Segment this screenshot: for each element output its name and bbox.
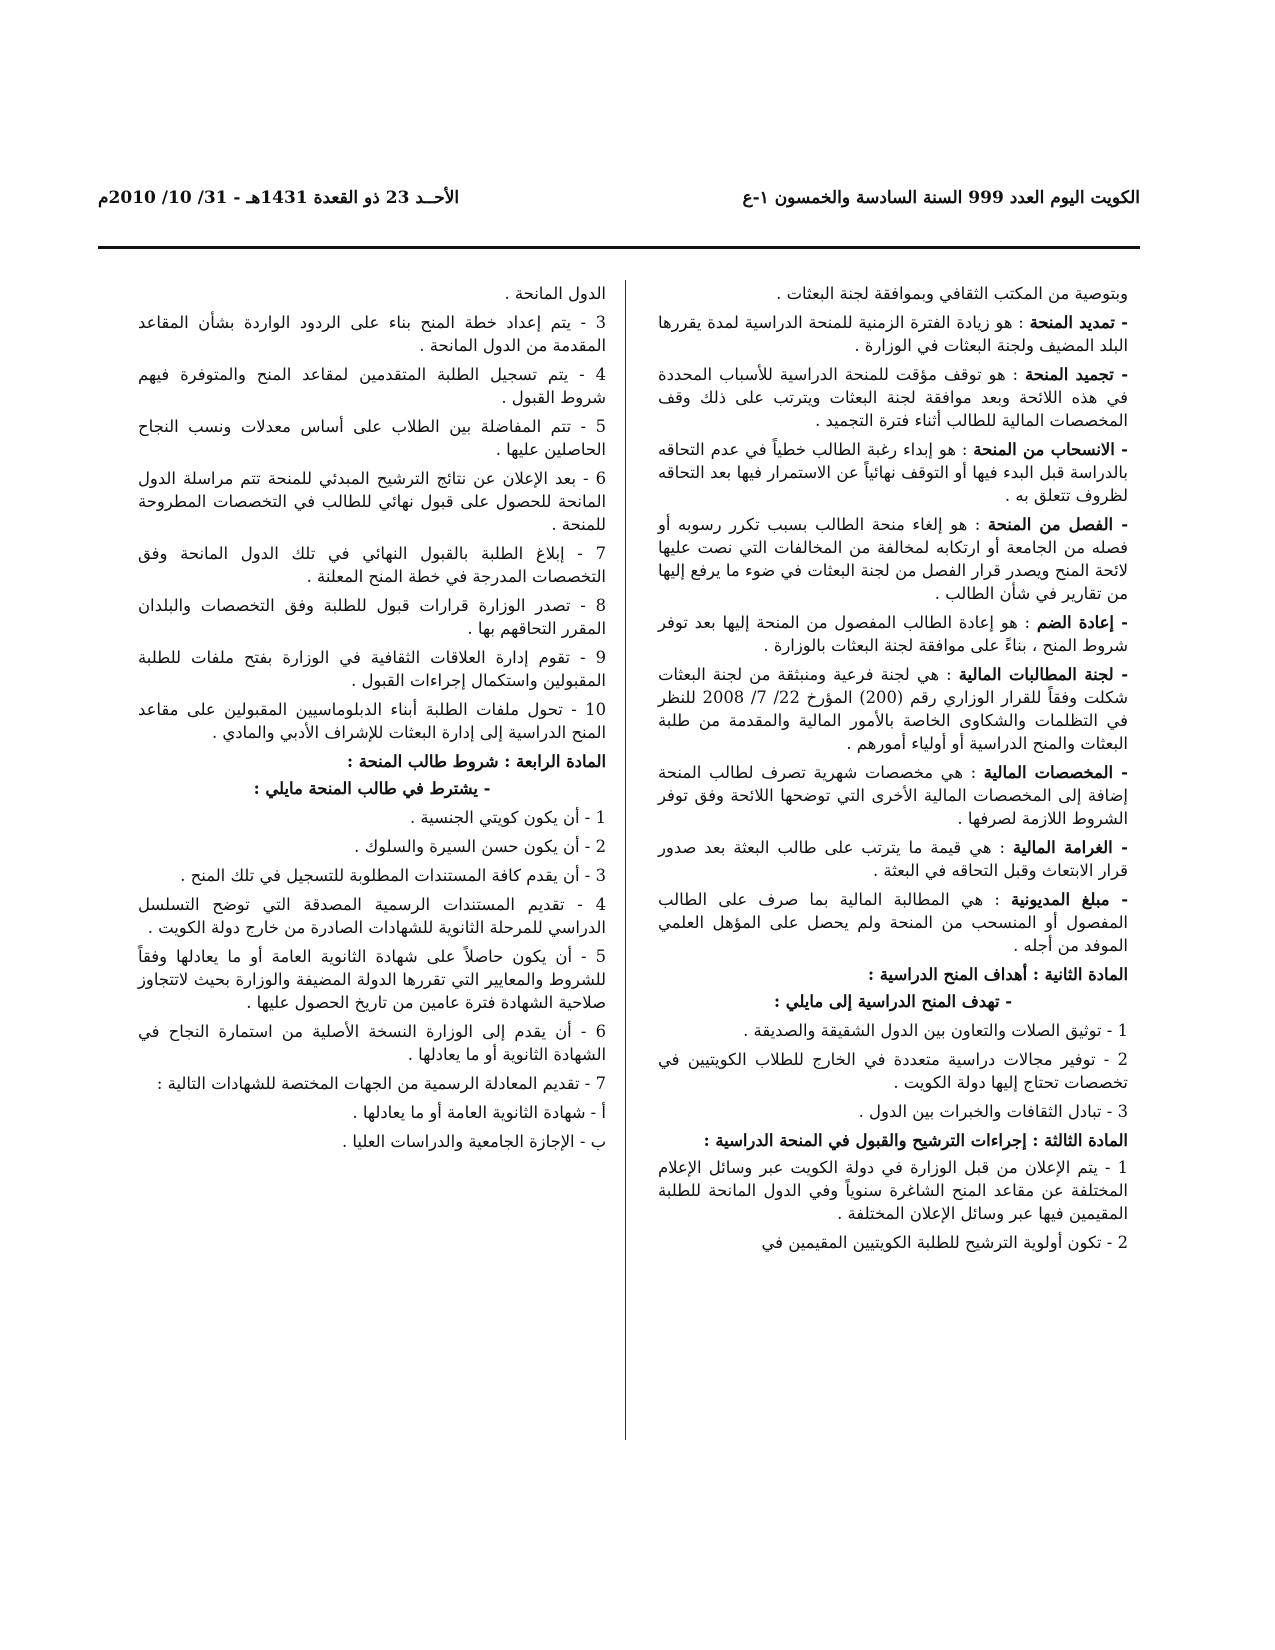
paragraph <box>658 663 1128 755</box>
paragraph-text: 1 - يتم الإعلان من قبل الوزارة في دولة الكويت عبر وسائل الإعلام المختلفة عن مقاعد المنح الشاغرة سنوياً وفي الدول المانحة للطلبة المقيمين فيها عبر وسائل الإعلان المختلفة . <box>658 1158 1128 1223</box>
header-rule <box>98 246 1140 249</box>
term-label: - لجنة المطالبات المالية <box>958 665 1128 684</box>
paragraph-text: : هو إبداء رغبة الطالب خطياً في عدم التحاقه بالدراسة قبل البدء فيها أو التوقف نهائياً عن الاستمرار فيها بعد التحاقه لظروف تتعلق به . <box>658 440 1128 505</box>
paragraph-text: 9 - تقوم إدارة العلاقات الثقافية في الوزارة بفتح ملفات للطلبة المقبولين واستكمال إجراءات القبول . <box>138 648 606 690</box>
paragraph <box>138 282 606 305</box>
paragraph <box>138 835 606 858</box>
paragraph-text: : هي قيمة ما يترتب على طالب البعثة بعد صدور قرار الابتعاث وقبل التحاقه في البعثة . <box>658 838 1128 880</box>
paragraph-text: : هي لجنة فرعية ومنبثقة من لجنة البعثات شكلت وفقاً للقرار الوزاري رقم (200) المؤرخ 22/ 7/ 2008 للنظر في التظلمات والشكاوى الخاصة بالأمور المالية والمقدمة من طلبة البعثات والمنح الدراسية أو أولياء أمورهم . <box>658 665 1129 753</box>
paragraph <box>138 1101 606 1124</box>
paragraph-text: 6 - بعد الإعلان عن نتائج الترشيح المبدئي للمنحة تتم مراسلة الدول المانحة للحصول على قبول نهائي للطالب في التخصصات المطروحة للمنحة . <box>138 469 606 534</box>
paragraph-text: ب - الإجازة الجامعية والدراسات العليا . <box>341 1132 606 1151</box>
paragraph-text: 3 - يتم إعداد خطة المنح بناء على الردود الواردة بشأن المقاعد المقدمة من الدول المانحة . <box>138 313 606 355</box>
paragraph <box>138 594 606 640</box>
paragraph-text: : هي المطالبة المالية بما صرف على الطالب المفصول أو المنسحب من المنحة ولم يحصل على المؤهل العلمي الموفد من أجله . <box>658 890 1128 955</box>
term-label: - الفصل من المنحة <box>987 515 1128 534</box>
paragraph-text: 3 - أن يقدم كافة المستندات المطلوبة للتسجيل في تلك المنح . <box>180 866 606 885</box>
term-label: - تهدف المنح الدراسية إلى مايلي : <box>773 992 1013 1011</box>
paragraph <box>138 1130 606 1153</box>
paragraph-text: 2 - أن يكون حسن السيرة والسلوك . <box>354 837 606 856</box>
paragraph-text: 5 - أن يكون حاصلاً على شهادة الثانوية العامة أو ما يعادلها وفقاً للشروط والمعايير التي تقررها الدولة المضيفة والوزارة بحيث لاتتجاوز صلاحية الشهادة فترة عامين من تاريخ الحصول عليها . <box>138 947 606 1012</box>
right-column <box>658 282 1128 1260</box>
paragraph <box>658 1048 1128 1094</box>
paragraph-text: وبتوصية من المكتب الثقافي وبموافقة لجنة البعثات . <box>776 284 1128 303</box>
paragraph <box>658 888 1128 957</box>
term-label: - الانسحاب من المنحة <box>973 440 1128 459</box>
paragraph-text: : هو توقف مؤقت للمنحة الدراسية للأسباب المحددة في هذه اللائحة وبعد موافقة لجنة البعثات ويترتب على ذلك وقف المخصصات المالية للطالب أثناء فترة التجميد . <box>658 365 1128 430</box>
paragraph-text: أ - شهادة الثانوية العامة أو ما يعادلها . <box>352 1103 606 1122</box>
paragraph <box>138 806 606 829</box>
paragraph <box>658 1019 1128 1042</box>
paragraph <box>658 282 1128 305</box>
paragraph-text: : هي مخصصات شهرية تصرف لطالب المنحة إضافة إلى المخصصات المالية الأخرى التي توضحها اللائحة وفق توفر الشروط اللازمة لصرفها . <box>658 763 1128 828</box>
paragraph <box>138 363 606 409</box>
paragraph <box>138 1020 606 1066</box>
paragraph <box>658 836 1128 882</box>
left-column <box>138 282 606 1159</box>
article-heading: المادة الثانية : أهداف المنح الدراسية : <box>867 965 1128 984</box>
paragraph-text: 4 - تقديم المستندات الرسمية المصدقة التي توضح التسلسل الدراسي للمرحلة الثانوية للشهادات الصادرة من خارج دولة الكويت . <box>138 895 606 937</box>
header-date: الأحــد 23 ذو القعدة 1431هـ - 31/ 10/ 2010م <box>98 188 460 208</box>
paragraph-text: 2 - توفير مجالات دراسية متعددة في الخارج للطلاب الكويتيين في تخصصات تحتاج إليها دولة الكويت . <box>658 1050 1128 1092</box>
paragraph-text: : هو زيادة الفترة الزمنية للمنحة الدراسية لمدة يقررها البلد المضيف ولجنة البعثات في الوزارة . <box>658 313 1128 355</box>
paragraph-text: 2 - تكون أولوية الترشيح للطلبة الكويتيين المقيمين في <box>761 1233 1128 1252</box>
paragraph <box>138 864 606 887</box>
term-label: - تمديد المنحة <box>1029 313 1128 332</box>
paragraph-text: 4 - يتم تسجيل الطلبة المتقدمين لمقاعد المنح والمتوفرة فيهم شروط القبول . <box>138 365 606 407</box>
paragraph <box>138 1072 606 1095</box>
paragraph-text: 6 - أن يقدم إلى الوزارة النسخة الأصلية من استمارة النجاح في الشهادة الثانوية أو ما يعادلها . <box>138 1022 606 1064</box>
paragraph-text: 1 - توثيق الصلات والتعاون بين الدول الشقيقة والصديقة . <box>743 1021 1128 1040</box>
paragraph <box>658 1100 1128 1123</box>
paragraph-text: 5 - تتم المفاضلة بين الطلاب على أساس معدلات ونسب النجاح الحاصلين عليها . <box>138 417 606 459</box>
paragraph <box>138 893 606 939</box>
term-label: - المخصصات المالية <box>983 763 1128 782</box>
column-divider <box>625 280 626 1440</box>
paragraph <box>138 415 606 461</box>
paragraph-text: 10 - تحول ملفات الطلبة أبناء الدبلوماسيين المقبولين على مقاعد المنح الدراسية إلى إدارة البعثات للإشراف الأدبي والمادي . <box>138 700 606 742</box>
article-heading: المادة الرابعة : شروط طالب المنحة : <box>347 752 606 771</box>
paragraph <box>658 438 1128 507</box>
paragraph-text: الدول المانحة . <box>504 284 606 303</box>
paragraph <box>658 513 1128 605</box>
term-label: - تجميد المنحة <box>1024 365 1128 384</box>
paragraph <box>658 990 1128 1013</box>
header-issue-info: الكويت اليوم العدد 999 السنة السادسة والخمسون ١-ع <box>742 188 1140 208</box>
paragraph <box>658 1156 1128 1225</box>
paragraph <box>658 1231 1128 1254</box>
paragraph <box>138 311 606 357</box>
paragraph <box>658 311 1128 357</box>
paragraph-text: : هو إعادة الطالب المفصول من المنحة إليها بعد توفر شروط المنح ، بناءً على موافقة لجنة البعثات بالوزارة . <box>658 613 1128 655</box>
paragraph-text: 3 - تبادل الثقافات والخبرات بين الدول . <box>858 1102 1128 1121</box>
term-label: - مبلغ المديونية <box>1011 890 1129 909</box>
paragraph <box>138 698 606 744</box>
paragraph-text: 7 - إبلاغ الطلبة بالقبول النهائي في تلك الدول المانحة وفق التخصصات المدرجة في خطة المنح المعلنة . <box>138 544 606 586</box>
paragraph-text: 7 - تقديم المعادلة الرسمية من الجهات المختصة للشهادات التالية : <box>156 1074 606 1093</box>
paragraph <box>658 363 1128 432</box>
paragraph-text: 8 - تصدر الوزارة قرارات قبول للطلبة وفق التخصصات والبلدان المقرر التحاقهم بها . <box>138 596 606 638</box>
paragraph-text: : هو إلغاء منحة الطالب بسبب تكرر رسوبه أو فصله من الجامعة أو ارتكابه لمخالفة من المخالفات التي نصت عليها لائحة المنح ويصدر قرار الفصل من لجنة البعثات في ضوء ما يرفع إليها من تقارير في شأن الطالب . <box>658 515 1128 603</box>
term-label: - يشترط في طالب المنحة مايلي : <box>253 779 491 798</box>
term-label: - الغرامة المالية <box>1012 838 1128 857</box>
paragraph <box>138 646 606 692</box>
paragraph-text: 1 - أن يكون كويتي الجنسية . <box>409 808 606 827</box>
paragraph <box>658 611 1128 657</box>
paragraph <box>138 777 606 800</box>
paragraph <box>138 542 606 588</box>
paragraph <box>138 467 606 536</box>
term-label: - إعادة الضم <box>1036 613 1128 632</box>
article-heading: المادة الثالثة : إجراءات الترشيح والقبول في المنحة الدراسية : <box>703 1131 1128 1150</box>
paragraph <box>138 945 606 1014</box>
paragraph <box>658 761 1128 830</box>
